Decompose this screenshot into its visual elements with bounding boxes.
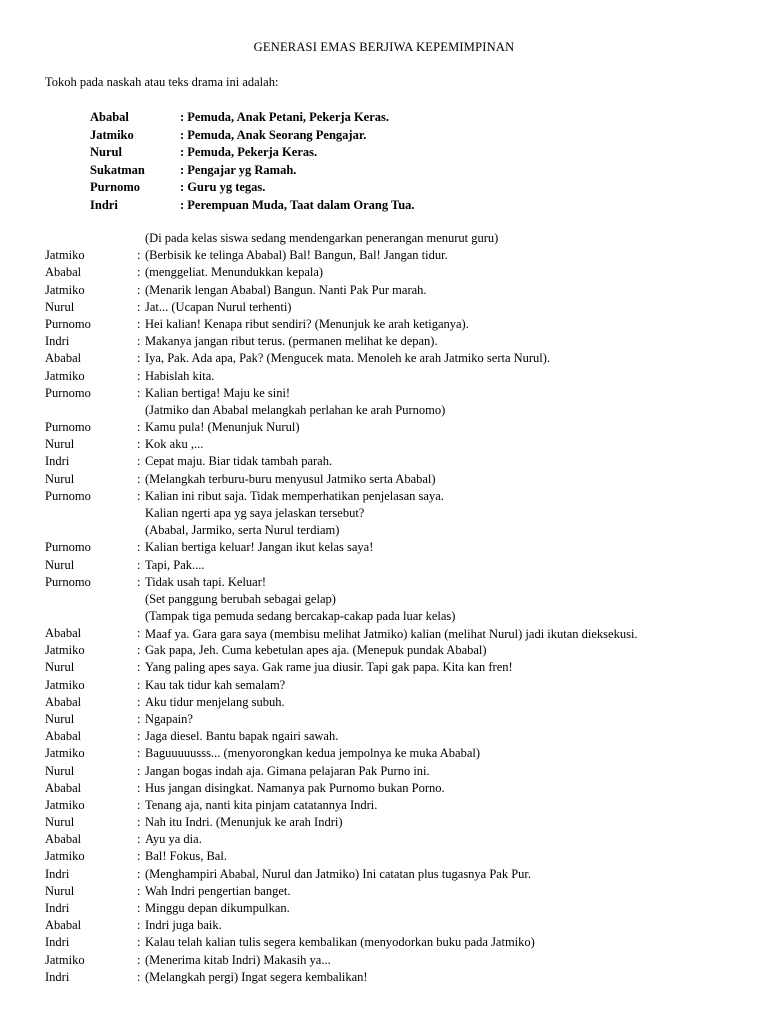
stage-direction: (Jatmiko dan Ababal melangkah perlahan ke arah Purnomo)	[145, 402, 446, 417]
speaker-name: Jatmiko	[45, 677, 85, 692]
speaker-separator: :	[137, 420, 141, 435]
speaker-separator: :	[137, 316, 141, 331]
speaker-separator: :	[137, 763, 141, 778]
speaker-separator: :	[137, 471, 141, 486]
speaker-name: Jatmiko	[45, 849, 85, 864]
cast-name: Ababal	[90, 110, 129, 124]
speaker-name: Purnomo	[45, 574, 91, 589]
dialog-line	[45, 678, 735, 695]
speaker-name: Purnomo	[45, 385, 91, 400]
dialog-line	[45, 712, 735, 729]
dialog-text: Indri juga baik.	[145, 918, 222, 933]
cast-description: : Guru yg tegas.	[180, 180, 266, 194]
speaker-name: Nurul	[45, 711, 75, 726]
dialog-text: Bal! Fokus, Bal.	[145, 849, 227, 864]
speaker-separator: :	[137, 815, 141, 830]
speaker-separator: :	[137, 952, 141, 967]
dialog-line	[45, 334, 735, 351]
stage-direction: Kalian ngerti apa yg saya jelaskan tersebut?	[145, 506, 365, 520]
speaker-name: Nurul	[45, 299, 75, 314]
dialog-text: Gak papa, Jeh. Cuma kebetulan apes aja. (Menepuk pundak Ababal)	[145, 643, 487, 658]
dialog-text: Baguuuuusss... (menyorongkan kedua jempolnya ke muka Ababal)	[145, 746, 480, 761]
speaker-separator: :	[137, 437, 141, 452]
dialog-text: Jangan bogas indah aja. Gimana pelajaran Pak Purno ini.	[145, 763, 430, 778]
dialog-text: Cepat maju. Biar tidak tambah parah.	[145, 454, 333, 469]
stage-direction: (Di pada kelas siswa sedang mendengarkan penerangan menurut guru)	[145, 231, 499, 245]
speaker-name: Ababal	[45, 832, 82, 847]
speaker-separator: :	[137, 282, 141, 297]
dialog-line	[45, 764, 735, 781]
dialog-line	[45, 300, 735, 317]
speaker-separator: :	[137, 660, 141, 675]
document-title: GENERASI EMAS BERJIWA KEPEMIMPINAN	[253, 40, 515, 54]
speaker-name: Ababal	[45, 351, 82, 366]
speaker-separator: :	[137, 540, 141, 555]
dialog-line	[45, 849, 735, 866]
dialog-text: Nah itu Indri. (Menunjuk ke arah Indri)	[145, 815, 343, 830]
dialog-text: (Melangkah terburu-buru menyusul Jatmiko serta Ababal)	[145, 471, 436, 486]
cast-name: Nurul	[90, 145, 122, 159]
speaker-name: Ababal	[45, 918, 82, 933]
dialog-line	[45, 317, 735, 334]
dialog-text: Habislah kita.	[145, 368, 215, 383]
dialog-text: Jaga diesel. Bantu bapak ngairi sawah.	[145, 729, 339, 744]
speaker-separator: :	[137, 849, 141, 864]
dialog-text: Yang paling apes saya. Gak rame jua diusir. Tapi gak papa. Kita kan fren!	[145, 660, 513, 675]
speaker-separator: :	[137, 351, 141, 366]
speaker-name: Nurul	[45, 557, 75, 572]
speaker-separator: :	[137, 935, 141, 950]
dialog-line	[45, 953, 735, 970]
intro-text: Tokoh pada naskah atau teks drama ini adalah:	[45, 75, 279, 89]
dialog-line	[45, 540, 735, 557]
dialog-line	[45, 746, 735, 763]
speaker-separator: :	[137, 883, 141, 898]
stage-direction: (Set panggung berubah sebagai gelap)	[145, 591, 336, 606]
speaker-name: Nurul	[45, 471, 75, 486]
speaker-name: Purnomo	[45, 488, 91, 503]
dialog-line	[45, 420, 735, 437]
speaker-name: Jatmiko	[45, 643, 85, 658]
speaker-name: Ababal	[45, 265, 82, 280]
dialog-text: (Menarik lengan Ababal) Bangun. Nanti Pak Pur marah.	[145, 282, 427, 297]
dialog-text: Tidak usah tapi. Keluar!	[145, 574, 267, 589]
speaker-name: Indri	[45, 901, 70, 915]
speaker-separator: :	[137, 780, 141, 795]
dialog-line	[45, 781, 735, 798]
dialog-text: Jat... (Ucapan Nurul terhenti)	[145, 299, 292, 314]
cast-row	[90, 110, 415, 128]
cast-row	[90, 180, 415, 198]
speaker-separator: :	[137, 832, 141, 847]
stage-direction: (Tampak tiga pemuda sedang bercakap-cakap pada luar kelas)	[145, 609, 456, 624]
speaker-name: Jatmiko	[45, 797, 85, 812]
speaker-separator: :	[137, 626, 141, 641]
dialog-text: Tapi, Pak....	[145, 557, 205, 572]
speaker-separator: :	[137, 557, 141, 572]
dialog-text: Kok aku ,...	[145, 437, 204, 452]
speaker-name: Ababal	[45, 694, 82, 709]
dialog-line	[45, 901, 735, 918]
stage-direction: (Ababal, Jarmiko, serta Nurul terdiam)	[145, 523, 340, 538]
speaker-name: Indri	[45, 334, 70, 349]
speaker-name: Purnomo	[45, 540, 91, 555]
dialog-line	[45, 626, 735, 643]
dialog-line	[45, 265, 735, 282]
dialog-text: Kau tak tidur kah semalam?	[145, 677, 286, 692]
speaker-name: Purnomo	[45, 316, 91, 331]
cast-row	[90, 145, 415, 163]
dialog-line	[45, 798, 735, 815]
speaker-separator: :	[137, 299, 141, 314]
dialog-text: Tenang aja, nanti kita pinjam catatannya Indri.	[145, 797, 378, 812]
dialog-text: Maaf ya. Gara gara saya (membisu melihat Jatmiko) kalian (melihat Nurul) jadi ikutan dieksekusi.	[145, 627, 638, 642]
speaker-name: Jatmiko	[45, 746, 85, 761]
speaker-name: Indri	[45, 969, 70, 984]
dialog-line	[45, 970, 735, 987]
dialog-line	[45, 729, 735, 746]
dialog-line	[45, 351, 735, 368]
speaker-name: Jatmiko	[45, 952, 85, 967]
dialog-line	[45, 575, 735, 592]
speaker-separator: :	[137, 643, 141, 658]
dialog-line	[45, 643, 735, 660]
dialog-line	[45, 918, 735, 935]
speaker-name: Jatmiko	[45, 282, 85, 297]
speaker-name: Indri	[45, 454, 70, 469]
speaker-separator: :	[137, 677, 141, 692]
cast-description: : Perempuan Muda, Taat dalam Orang Tua.	[180, 197, 415, 212]
dialog-line	[45, 283, 735, 300]
dialog-text: Aku tidur menjelang subuh.	[145, 694, 285, 709]
dialog-line	[45, 248, 735, 265]
speaker-separator: :	[137, 334, 141, 349]
speaker-name: Ababal	[45, 626, 82, 641]
cast-name: Indri	[90, 197, 118, 212]
speaker-separator: :	[137, 901, 141, 915]
cast-description: : Pemuda, Anak Petani, Pekerja Keras.	[180, 110, 390, 124]
dialog-text: Hus jangan disingkat. Namanya pak Purnomo bukan Porno.	[145, 780, 445, 795]
dialog-script	[45, 231, 735, 987]
speaker-separator: :	[137, 797, 141, 812]
speaker-separator: :	[137, 866, 141, 881]
cast-description: : Pemuda, Anak Seorang Pengajar.	[180, 127, 367, 142]
dialog-text: Iya, Pak. Ada apa, Pak? (Mengucek mata. Menoleh ke arah Jatmiko serta Nurul).	[145, 351, 551, 366]
speaker-separator: :	[137, 711, 141, 726]
cast-name: Jatmiko	[90, 127, 134, 142]
dialog-text: Kalian bertiga keluar! Jangan ikut kelas saya!	[145, 540, 374, 555]
speaker-name: Nurul	[45, 883, 75, 898]
dialog-text: Hei kalian! Kenapa ribut sendiri? (Menunjuk ke arah ketiganya).	[145, 316, 469, 331]
speaker-separator: :	[137, 385, 141, 400]
cast-name: Sukatman	[90, 162, 145, 177]
speaker-separator: :	[137, 248, 141, 263]
speaker-separator: :	[137, 368, 141, 383]
dialog-text: Kamu pula! (Menunjuk Nurul)	[145, 420, 300, 435]
speaker-name: Nurul	[45, 660, 75, 675]
speaker-name: Nurul	[45, 437, 75, 452]
cast-row	[90, 198, 415, 216]
speaker-name: Indri	[45, 866, 70, 881]
dialog-line	[45, 489, 735, 506]
dialog-text: Kalian bertiga! Maju ke sini!	[145, 385, 291, 400]
dialog-line	[45, 437, 735, 454]
dialog-line	[45, 369, 735, 386]
dialog-text: Ayu ya dia.	[145, 832, 202, 847]
dialog-text: Kalau telah kalian tulis segera kembalikan (menyodorkan buku pada Jatmiko)	[145, 935, 535, 950]
speaker-separator: :	[137, 746, 141, 761]
speaker-separator: :	[137, 265, 141, 280]
speaker-name: Purnomo	[45, 420, 91, 435]
dialog-text: (Berbisik ke telinga Ababal) Bal! Bangun, Bal! Jangan tidur.	[145, 248, 448, 263]
dialog-text: (menggeliat. Menundukkan kepala)	[145, 265, 324, 280]
dialog-text: Minggu depan dikumpulkan.	[145, 901, 290, 915]
speaker-separator: :	[137, 918, 141, 933]
dialog-line	[45, 884, 735, 901]
dialog-text: Wah Indri pengertian banget.	[145, 883, 291, 898]
dialog-line	[45, 454, 735, 471]
speaker-separator: :	[137, 694, 141, 709]
speaker-separator: :	[137, 454, 141, 469]
speaker-separator: :	[137, 488, 141, 503]
cast-description: : Pemuda, Pekerja Keras.	[180, 145, 318, 159]
dialog-text: Makanya jangan ribut terus. (permanen melihat ke depan).	[145, 334, 438, 349]
speaker-name: Nurul	[45, 815, 75, 830]
dialog-text: Kalian ini ribut saja. Tidak memperhatikan penjelasan saya.	[145, 488, 444, 503]
speaker-separator: :	[137, 969, 141, 984]
dialog-line	[45, 472, 735, 489]
dialog-line	[45, 386, 735, 403]
cast-list	[90, 110, 415, 215]
cast-row	[90, 163, 415, 181]
dialog-text: Ngapain?	[145, 711, 193, 726]
dialog-line	[45, 867, 735, 884]
dialog-line	[45, 695, 735, 712]
cast-description: : Pengajar yg Ramah.	[180, 162, 297, 177]
dialog-line	[45, 660, 735, 677]
cast-name: Purnomo	[90, 180, 140, 194]
dialog-text: (Melangkah pergi) Ingat segera kembalikan!	[145, 969, 368, 984]
dialog-line	[45, 935, 735, 952]
speaker-name: Jatmiko	[45, 368, 85, 383]
dialog-line	[45, 558, 735, 575]
cast-row	[90, 128, 415, 146]
dialog-line	[45, 832, 735, 849]
speaker-name: Ababal	[45, 729, 82, 744]
speaker-name: Jatmiko	[45, 248, 85, 263]
dialog-text: (Menghampiri Ababal, Nurul dan Jatmiko) Ini catatan plus tugasnya Pak Pur.	[145, 866, 532, 881]
dialog-text: (Menerima kitab Indri) Makasih ya...	[145, 952, 331, 967]
speaker-name: Indri	[45, 935, 70, 950]
speaker-name: Nurul	[45, 763, 75, 778]
speaker-separator: :	[137, 574, 141, 589]
speaker-name: Ababal	[45, 780, 82, 795]
speaker-separator: :	[137, 729, 141, 744]
dialog-line	[45, 815, 735, 832]
